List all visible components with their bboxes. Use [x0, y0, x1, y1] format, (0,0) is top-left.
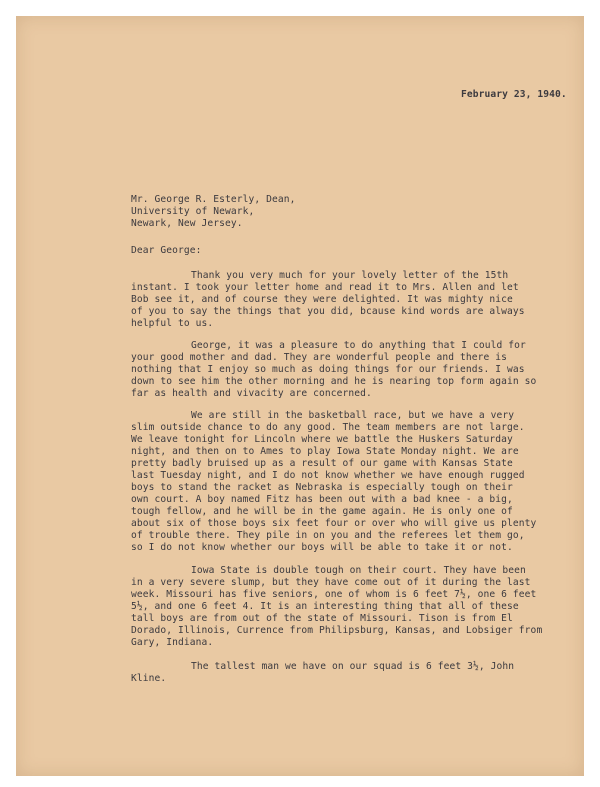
text-line: instant. I took your letter home and read it to Mrs. Allen and let	[131, 282, 519, 293]
text-line: boys to stand the racket as Nebraska is especially tough on their	[131, 482, 513, 493]
text-line: tough fellow, and he will be in the game again. He is only one of	[131, 506, 513, 517]
address-line: Newark, New Jersey.	[131, 218, 243, 229]
text-line: pretty badly bruised up as a result of our game with Kansas State	[131, 458, 513, 469]
text-line: The tallest man we have on our squad is 6 feet 3½, John	[191, 661, 515, 672]
text-line: We are still in the basketball race, but we have a very	[191, 410, 515, 421]
text-line: helpful to us.	[131, 318, 214, 329]
text-line: Iowa State is double tough on their court. They have been	[191, 565, 526, 576]
text-line: last Tuesday night, and I do not know whether we have enough rugged	[131, 470, 525, 481]
text-line: so I do not know whether our boys will be able to take it or not.	[131, 542, 513, 553]
text-line: of trouble there. They pile in on you and the referees let them go,	[131, 530, 525, 541]
text-line: of you to say the things that you did, bcause kind words are always	[131, 306, 525, 317]
text-line: slim outside chance to do any good. The team members are not large.	[131, 422, 525, 433]
text-line: Gary, Indiana.	[131, 637, 214, 648]
text-line: We leave tonight for Lincoln where we battle the Huskers Saturday	[131, 434, 513, 445]
letter-page	[16, 16, 584, 776]
text-line: about six of those boys six feet four or over who will give us plenty	[131, 518, 537, 529]
letter-date: February 23, 1940.	[461, 89, 567, 100]
text-line: Dorado, Illinois, Currence from Philipsburg, Kansas, and Lobsiger from	[131, 625, 543, 636]
text-line: George, it was a pleasure to do anything that I could for	[191, 340, 526, 351]
salutation: Dear George:	[131, 245, 202, 256]
text-line: own court. A boy named Fitz has been out with a bad knee - a big,	[131, 494, 513, 505]
text-line: 5½, and one 6 feet 4. It is an interesting thing that all of these	[131, 601, 519, 612]
text-line: in a very severe slump, but they have come out of it during the last	[131, 577, 531, 588]
text-line: Kline.	[131, 673, 167, 684]
text-line: nothing that I enjoy so much as doing things for our friends. I was	[131, 364, 525, 375]
text-line: Thank you very much for your lovely letter of the 15th	[191, 270, 509, 281]
address-line: Mr. George R. Esterly, Dean,	[131, 194, 296, 205]
text-line: night, and then on to Ames to play Iowa State Monday night. We are	[131, 446, 519, 457]
text-line: far as health and vivacity are concerned.	[131, 388, 372, 399]
text-line: Bob see it, and of course they were delighted. It was mighty nice	[131, 294, 513, 305]
text-line: your good mother and dad. They are wonderful people and there is	[131, 352, 508, 363]
text-line: week. Missouri has five seniors, one of whom is 6 feet 7½, one 6 feet	[131, 589, 537, 600]
text-line: tall boys are from out of the state of Missouri. Tison is from El	[131, 613, 513, 624]
address-line: University of Newark,	[131, 206, 255, 217]
text-line: down to see him the other morning and he is nearing top form again so	[131, 376, 537, 387]
